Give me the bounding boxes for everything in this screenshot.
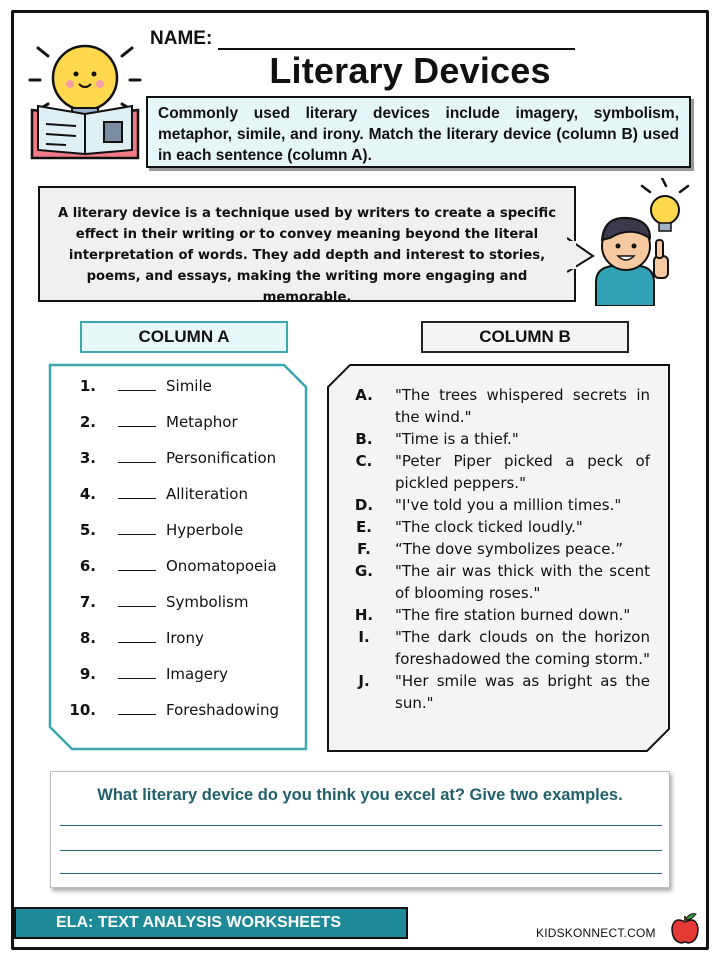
item-letter: I. (358, 628, 370, 646)
answer-blank[interactable] (118, 629, 156, 643)
answer-blank[interactable] (118, 413, 156, 427)
item-number: 9. (79, 665, 96, 683)
answer-blank[interactable] (118, 665, 156, 679)
answer-blank[interactable] (118, 521, 156, 535)
list-item (66, 485, 296, 521)
list-item (66, 377, 296, 413)
example-sentence: "The air was thick with the scent of blooming roses." (395, 562, 650, 602)
answer-blank[interactable] (118, 485, 156, 499)
item-number: 8. (79, 629, 96, 647)
list-item (345, 450, 650, 494)
answer-blank[interactable] (118, 449, 156, 463)
list-item (345, 560, 650, 604)
name-field-row (150, 28, 575, 50)
page-title: Literary Devices (269, 50, 551, 91)
apple-logo-icon (668, 910, 702, 946)
list-item (345, 384, 650, 428)
lightbulb-book-icon (26, 30, 144, 164)
definition-bubble: A literary device is a technique used by writers to create a specific effect in their writing or to convey meaning beyond the literal interpretation of words. They add depth and interest to stories, poems, and essays, making the writing more engaging and memorable. (38, 186, 576, 302)
list-item (345, 494, 650, 516)
column-b-list (345, 384, 650, 714)
list-item (66, 593, 296, 629)
list-item (66, 665, 296, 701)
example-sentence: "Peter Piper picked a peck of pickled peppers." (395, 452, 650, 492)
list-item (66, 449, 296, 485)
column-b-heading: COLUMN B (421, 321, 629, 353)
list-item (66, 701, 296, 737)
footer-banner: ELA: TEXT ANALYSIS WORKSHEETS (14, 907, 408, 939)
list-item (66, 413, 296, 449)
list-item (345, 604, 650, 626)
name-input-line[interactable] (218, 30, 575, 50)
device-term: Hyperbole (166, 521, 244, 539)
example-sentence: "Her smile was as bright as the sun." (395, 672, 650, 712)
item-letter: G. (354, 562, 373, 580)
intro-box: Commonly used literary devices include imagery, symbolism, metaphor, simile, and irony. Match the literary device (column B) used in each sentence (column A). (146, 96, 691, 168)
item-letter: D. (354, 496, 374, 514)
boy-idea-icon (592, 178, 692, 306)
item-number: 2. (79, 413, 96, 431)
example-sentence: "The fire station burned down." (395, 606, 631, 624)
item-number: 4. (79, 485, 96, 503)
device-term: Symbolism (166, 593, 249, 611)
device-term: Alliteration (166, 485, 248, 503)
list-item (345, 428, 650, 450)
device-term: Metaphor (166, 413, 238, 431)
item-number: 7. (79, 593, 96, 611)
device-term: Foreshadowing (166, 701, 280, 719)
answer-blank[interactable] (118, 557, 156, 571)
item-letter: F. (357, 540, 371, 558)
item-letter: C. (355, 452, 373, 470)
item-number: 6. (79, 557, 96, 575)
example-sentence: "I've told you a million times." (395, 496, 622, 514)
item-letter: B. (355, 430, 373, 448)
answer-blank[interactable] (118, 701, 156, 715)
answer-blank[interactable] (118, 377, 156, 391)
example-sentence: "The dark clouds on the horizon foreshadowed the coming storm." (395, 628, 650, 668)
site-credit: KIDSKONNECT.COM (536, 926, 656, 940)
list-item (345, 516, 650, 538)
writing-line[interactable] (60, 850, 662, 851)
name-label: NAME: (150, 28, 213, 49)
list-item (66, 629, 296, 665)
list-item (345, 626, 650, 670)
column-a-list (66, 377, 296, 737)
item-letter: A. (355, 386, 373, 404)
device-term: Onomatopoeia (166, 557, 277, 575)
list-item (345, 670, 650, 714)
example-sentence: “The dove symbolizes peace.” (395, 540, 623, 558)
list-item (66, 557, 296, 593)
device-term: Imagery (166, 665, 229, 683)
device-term: Simile (166, 377, 212, 395)
column-a-heading: COLUMN A (80, 321, 288, 353)
answer-blank[interactable] (118, 593, 156, 607)
example-sentence: "The trees whispered secrets in the wind." (395, 386, 650, 426)
device-term: Irony (166, 629, 204, 647)
writing-line[interactable] (60, 825, 662, 826)
item-letter: J. (358, 672, 370, 690)
list-item (66, 521, 296, 557)
item-number: 5. (79, 521, 96, 539)
example-sentence: "Time is a thief." (395, 430, 519, 448)
writing-line[interactable] (60, 873, 662, 874)
list-item (345, 538, 650, 560)
example-sentence: "The clock ticked loudly." (395, 518, 583, 536)
device-term: Personification (166, 449, 277, 467)
item-number: 3. (79, 449, 96, 467)
question-prompt: What literary device do you think you excel at? Give two examples. (97, 786, 623, 804)
item-number: 1. (79, 377, 96, 395)
item-letter: H. (354, 606, 374, 624)
item-letter: E. (356, 518, 372, 536)
item-number: 10. (69, 701, 96, 719)
